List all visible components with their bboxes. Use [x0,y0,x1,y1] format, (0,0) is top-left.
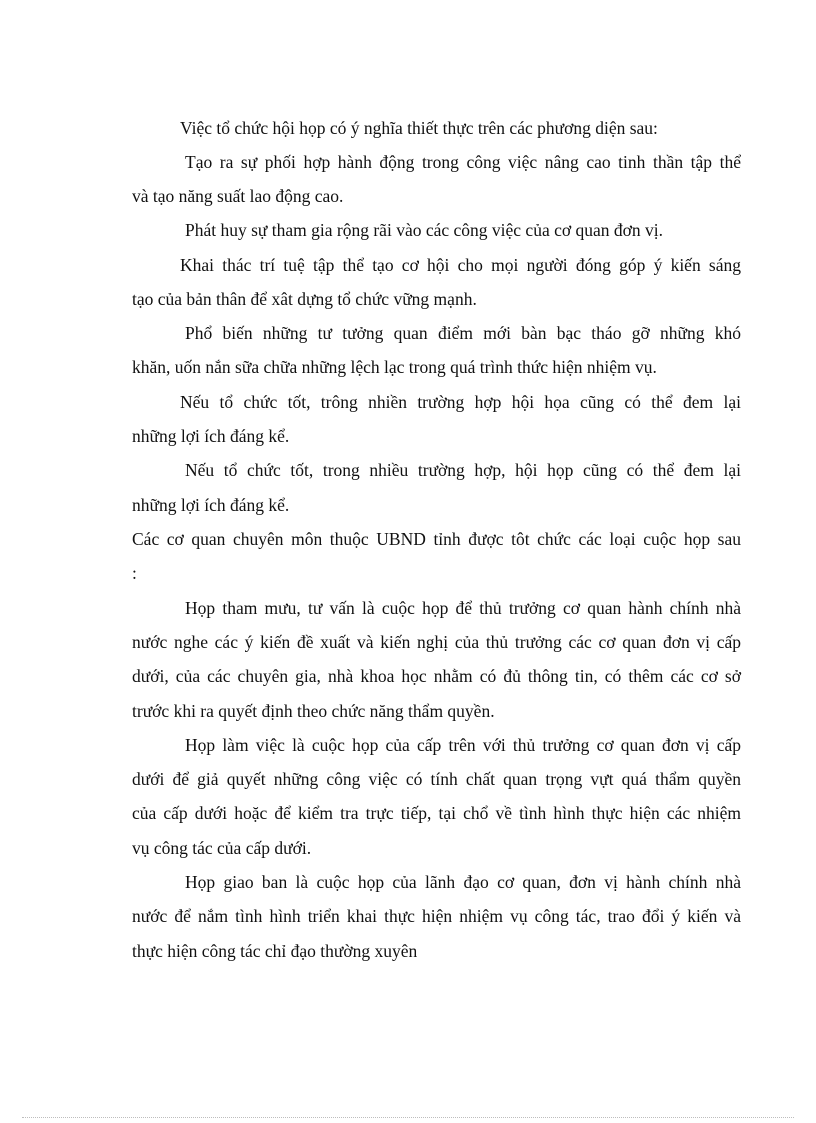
text-line: tạo của bản thân để xât dựng tổ chức vững mạnh. [132,289,477,309]
page-bottom-divider [22,1117,794,1118]
text-line: dưới để giả quyết những công việc có tính chất quan trọng vựt quá thẩm quyền [132,769,741,789]
text-line: Các cơ quan chuyên môn thuộc UBND tỉnh được tôt chức các loại cuộc họp sau [132,529,741,549]
text-line: Khai thác trí tuệ tập thể tạo cơ hội cho mọi người đóng góp ý kiến sáng [180,255,741,275]
text-line: trước khi ra quyết định theo chức năng thẩm quyền. [132,701,495,721]
text-line: khăn, uốn nắn sữa chữa những lệch lạc trong quá trình thức hiện nhiệm vụ. [132,357,657,377]
text-line: và tạo năng suất lao động cao. [132,186,344,206]
text-line: Việc tổ chức hội họp có ý nghĩa thiết thực trên các phương diện sau: [180,118,658,138]
text-line: nước nghe các ý kiến đề xuất và kiến nghị của thủ trưởng các cơ quan đơn vị cấp [132,632,741,652]
text-line: Họp tham mưu, tư vấn là cuộc họp để thủ trưởng cơ quan hành chính nhà [185,598,741,618]
text-line: Họp làm việc là cuộc họp của cấp trên với thủ trưởng cơ quan đơn vị cấp [185,735,741,755]
text-line: vụ công tác của cấp dưới. [132,838,312,858]
text-line: Họp giao ban là cuộc họp của lãnh đạo cơ quan, đơn vị hành chính nhà [185,872,741,892]
text-line: của cấp dưới hoặc để kiểm tra trực tiếp, tại chổ về tình hình thực hiện các nhiệm [132,803,741,823]
text-line: những lợi ích đáng kể. [132,495,290,515]
text-line: Phát huy sự tham gia rộng rãi vào các công việc của cơ quan đơn vị. [185,220,663,240]
text-line: Tạo ra sự phối hợp hành động trong công việc nâng cao tinh thần tập thể [185,152,741,172]
text-line: thực hiện công tác chỉ đạo thường xuyên [132,941,418,961]
text-line: Phổ biến những tư tưởng quan điểm mới bàn bạc tháo gỡ những khó [185,323,741,343]
text-line: những lợi ích đáng kể. [132,426,290,446]
text-line: Nếu tổ chức tốt, trong nhiều trường hợp, hội họp cũng có thể đem lại [185,460,741,480]
text-line: Nếu tổ chức tốt, trông nhiền trường hợp hội họa cũng có thể đem lại [180,392,741,412]
text-line: dưới, của các chuyên gia, nhà khoa học nhằm có đủ thông tin, có thêm các cơ sở [132,666,741,686]
text-line: : [132,563,137,583]
text-line: nước để nắm tình hình triển khai thực hiện nhiệm vụ công tác, trao đổi ý kiến và [132,906,741,926]
